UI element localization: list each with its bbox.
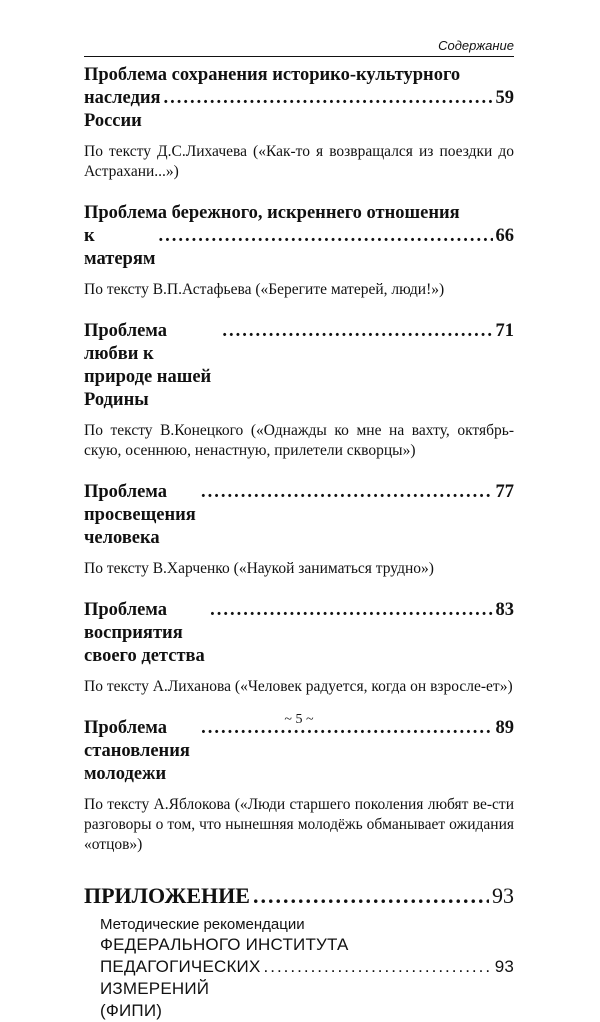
entry-title-text: Проблема просвещения человека [84,482,196,548]
entry-title [84,64,514,133]
entry-description: По тексту А.Лиханова («Человек радуется, когда он взросле-ет») [84,678,513,695]
toc-entry-enlightenment [84,481,514,579]
entry-title-text: Проблема любви к природе нашей Родины [84,321,212,410]
page-number: ~ 5 ~ [284,712,314,727]
toc-entry-heritage [84,64,514,182]
entry-title [84,599,514,668]
header-rule [84,56,514,57]
toc-entry-youth [84,717,514,855]
entry-page-number: 77 [495,482,514,502]
leader-dots [253,883,489,909]
leader-dots [222,320,492,343]
entry-title [84,320,514,412]
entry-title-line2 [84,225,514,271]
entry-page-number: 89 [495,718,514,738]
entry-title [84,202,514,271]
entry-title-text: Проблема восприятия своего детства [84,600,205,666]
appendix-details [100,915,514,1022]
entry-page-number: 66 [495,226,514,246]
entry-description: По тексту А.Яблокова («Люди старшего поколения любят ве-сти разговоры о том, что нынешняя молодёжь обманывает ожидания «отцов») [84,796,514,853]
appendix-page-number: 93 [492,883,514,908]
entry-page-number: 71 [495,321,514,341]
appendix-caps-page-number: 93 [494,957,514,976]
table-of-contents [84,64,514,1022]
appendix-title-text: ПРИЛОЖЕНИЕ [84,883,250,908]
running-header: Содержание [438,38,514,53]
appendix-caps-line1: ФЕДЕРАЛЬНОГО ИНСТИТУТА [100,935,349,954]
leader-dots [201,481,493,504]
appendix-caps-text: ПЕДАГОГИЧЕСКИХ ИЗМЕРЕНИЙ (ФИПИ) [100,957,261,1020]
toc-entry-childhood [84,599,514,697]
entry-description: По тексту Д.С.Лихачева («Как-то я возвращался из поездки до Астрахани...») [84,143,514,180]
entry-description: По тексту В.Харченко («Наукой заниматься трудно») [84,560,434,577]
entry-title-line1: Проблема сохранения историко-культурного [84,65,461,85]
leader-dots [210,599,492,622]
leader-dots [164,87,493,110]
leader-dots [264,956,492,978]
entry-title-text: к матерям [84,226,156,269]
appendix-subtitle: Методические рекомендации [100,916,305,933]
entry-page-number: 83 [495,600,514,620]
entry-description: По тексту В.П.Астафьева («Берегите матерей, люди!») [84,281,445,298]
entry-title [84,481,514,550]
entry-page-number: 59 [495,88,514,108]
toc-entry-nature [84,320,514,461]
entry-title-text: Проблема становления молодежи [84,718,190,784]
entry-title-line2 [84,87,514,133]
leader-dots [158,225,492,248]
entry-description: По тексту В.Конецкого («Однажды ко мне на вахту, октябрь-скую, осеннюю, ненастную, прилетели скворцы») [84,422,514,459]
entry-title-line1: Проблема бережного, искреннего отношения [84,203,460,223]
appendix-title [84,883,514,909]
appendix-caps-line2 [100,956,514,1022]
toc-entry-mothers [84,202,514,300]
entry-title-text: наследия России [84,88,161,131]
